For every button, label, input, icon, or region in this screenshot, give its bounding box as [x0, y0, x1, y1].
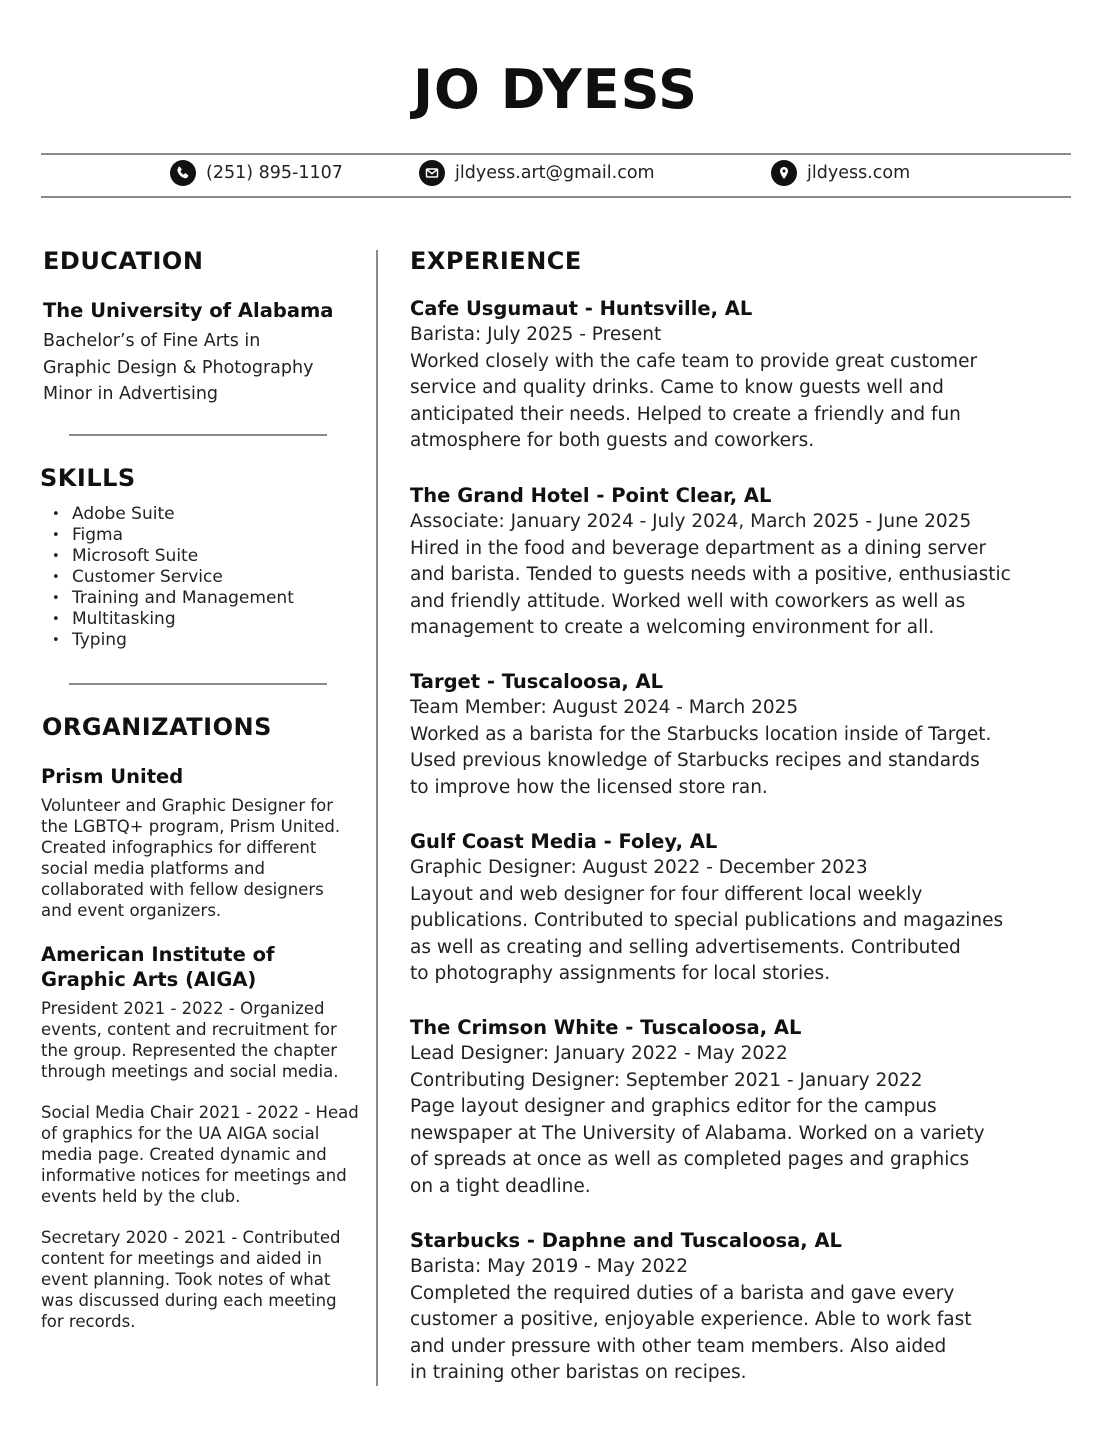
education-school: The University of Alabama [43, 299, 334, 322]
skills-list [52, 504, 294, 651]
organization-description: Secretary 2020 - 2021 - Contributed content for meetings and aided in event planning. Took notes of what was discussed during each meeting for records. [41, 1228, 341, 1331]
job-entry [410, 1228, 1070, 1387]
skills-heading: SKILLS [40, 464, 136, 492]
job-description-line: Hired in the food and beverage department as a dining server [410, 537, 987, 559]
organization-entry [41, 764, 359, 921]
job-title: Starbucks - Daphne and Tuscaloosa, AL [410, 1229, 842, 1252]
job-description-line: and friendly attitude. Worked well with coworkers as well as [410, 590, 966, 612]
skill-item: • Multitasking [52, 609, 294, 630]
job-description-line: customer a positive, enjoyable experience. Able to work fast [410, 1309, 972, 1330]
job-role-dates: Lead Designer: January 2022 - May 2022 [410, 1043, 788, 1064]
organization-name: American Institute of Graphic Arts (AIGA) [41, 943, 275, 991]
skill-item: • Customer Service [52, 567, 294, 588]
job-title: Cafe Usgumaut - Huntsville, AL [410, 297, 753, 320]
left-section-separator [69, 434, 327, 436]
education-line: Bachelor’s of Fine Arts in [43, 331, 261, 351]
contact-phone [170, 160, 343, 186]
header-bottom-rule [41, 196, 1071, 198]
job-entry [410, 829, 1070, 988]
job-title: Target - Tuscaloosa, AL [410, 670, 664, 693]
job-role-dates: Contributing Designer: September 2021 - January 2022 [410, 1069, 923, 1091]
job-description-line: to improve how the licensed store ran. [410, 776, 768, 798]
education-heading: EDUCATION [43, 247, 204, 275]
job-role-dates: Team Member: August 2024 - March 2025 [410, 697, 799, 718]
skill-item: • Typing [52, 630, 294, 651]
job-role-dates: Barista: July 2025 - Present [410, 324, 662, 345]
education-section [43, 298, 363, 408]
job-description-line: on a tight deadline. [410, 1175, 591, 1197]
job-role-dates: Associate: January 2024 - July 2024, March 2025 - June 2025 [410, 511, 972, 532]
job-description-line: as well as creating and selling advertisements. Contributed [410, 936, 961, 958]
organizations-heading: ORGANIZATIONS [42, 713, 272, 741]
job-role-dates: Barista: May 2019 - May 2022 [410, 1256, 688, 1277]
header-top-rule [41, 153, 1071, 155]
skill-item: • Figma [52, 525, 294, 546]
contact-email [419, 160, 655, 186]
job-description-line: Worked as a barista for the Starbucks location inside of Target. [410, 723, 992, 745]
job-description-line: anticipated their needs. Helped to create a friendly and fun [410, 403, 961, 425]
skill-item: • Microsoft Suite [52, 546, 294, 567]
email-address: jldyess.art@gmail.com [455, 163, 655, 183]
job-description-line: Completed the required duties of a barista and gave every [410, 1282, 955, 1304]
organization-description: President 2021 - 2022 - Organized events, content and recruitment for the group. Represented the chapter through meetings and social media. [41, 999, 339, 1081]
job-description-line: Worked closely with the cafe team to provide great customer [410, 350, 978, 372]
skill-item: • Training and Management [52, 588, 294, 609]
phone-icon [170, 160, 196, 186]
job-title: Gulf Coast Media - Foley, AL [410, 830, 718, 853]
job-description-line: and under pressure with other team members. Also aided [410, 1335, 947, 1357]
left-section-separator [69, 683, 327, 685]
job-entry [410, 1015, 1070, 1200]
resume-name: JO DYESS [412, 58, 699, 121]
job-description-line: atmosphere for both guests and coworkers. [410, 430, 815, 451]
job-description-line: Used previous knowledge of Starbucks recipes and standards [410, 750, 980, 771]
organization-description: Social Media Chair 2021 - 2022 - Head of graphics for the UA AIGA social media page. Created dynamic and informative notices for meetings and events held by the club. [41, 1103, 359, 1206]
job-description-line: of spreads at once as well as completed pages and graphics [410, 1149, 970, 1170]
job-role-dates: Graphic Designer: August 2022 - December 2023 [410, 857, 868, 878]
job-description-line: management to create a welcoming environment for all. [410, 617, 935, 638]
job-description-line: service and quality drinks. Came to know guests well and [410, 377, 944, 398]
organization-entry [41, 942, 359, 1332]
education-line: Minor in Advertising [43, 384, 219, 404]
job-description-line: in training other baristas on recipes. [410, 1362, 747, 1383]
job-entry [410, 483, 1070, 642]
location-pin-icon [771, 160, 797, 186]
job-description-line: Layout and web designer for four different local weekly [410, 883, 923, 905]
job-description-line: and barista. Tended to guests needs with a positive, enthusiastic [410, 564, 1011, 585]
job-title: The Crimson White - Tuscaloosa, AL [410, 1016, 802, 1039]
job-description-line: newspaper at The University of Alabama. Worked on a variety [410, 1122, 985, 1144]
skill-item: • Adobe Suite [52, 504, 294, 525]
contact-website [771, 160, 910, 186]
phone-number: (251) 895-1107 [206, 163, 343, 183]
email-icon [419, 160, 445, 186]
experience-heading: EXPERIENCE [410, 247, 582, 275]
website-url: jldyess.com [807, 163, 911, 183]
job-description-line: Page layout designer and graphics editor for the campus [410, 1096, 937, 1117]
job-entry [410, 669, 1070, 801]
job-description-line: to photography assignments for local stories. [410, 963, 831, 984]
organization-name: Prism United [41, 765, 184, 788]
job-entry [410, 296, 1070, 455]
job-description-line: publications. Contributed to special publications and magazines [410, 910, 1004, 931]
column-divider [376, 250, 378, 1386]
job-title: The Grand Hotel - Point Clear, AL [410, 484, 772, 507]
education-line: Graphic Design & Photography [43, 357, 314, 378]
organization-description: Volunteer and Graphic Designer for the LGBTQ+ program, Prism United. Created infographics for different social media platforms and collaborated with fellow designers and event organizers. [41, 796, 341, 920]
